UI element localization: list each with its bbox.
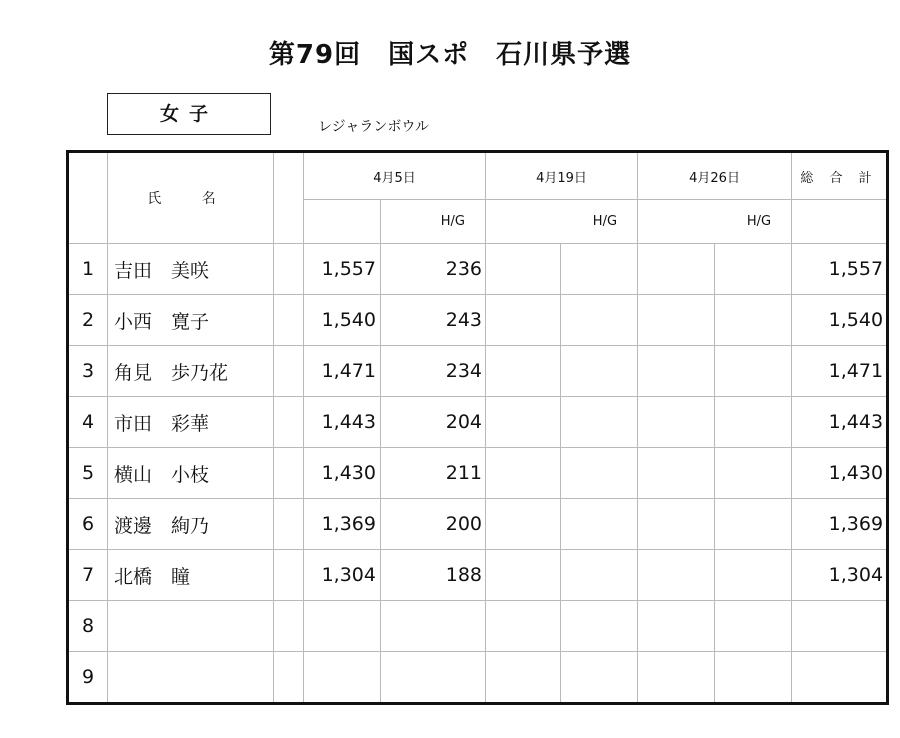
date-header-3: 4月26日 bbox=[638, 152, 792, 200]
day1-total-cell: 1,304 bbox=[304, 550, 381, 601]
rank-cell: 5 bbox=[68, 448, 108, 499]
grand-total-cell: 1,443 bbox=[792, 397, 888, 448]
hg-label-3: H/G bbox=[638, 200, 792, 244]
table-row bbox=[68, 295, 888, 346]
day1-hg-cell: 211 bbox=[381, 448, 486, 499]
rank-cell: 6 bbox=[68, 499, 108, 550]
day2-total-cell bbox=[486, 550, 561, 601]
day1-hg-cell: 188 bbox=[381, 550, 486, 601]
table-row bbox=[68, 550, 888, 601]
day2-total-cell bbox=[486, 346, 561, 397]
day2-hg-cell bbox=[561, 346, 638, 397]
day1-hg-cell: 236 bbox=[381, 244, 486, 295]
rank-cell: 8 bbox=[68, 601, 108, 652]
day3-total-cell bbox=[638, 652, 715, 704]
grand-total-cell: 1,557 bbox=[792, 244, 888, 295]
category-label: 女子 bbox=[107, 93, 271, 135]
table-row bbox=[68, 448, 888, 499]
day1-hg-cell bbox=[381, 652, 486, 704]
rank-cell: 9 bbox=[68, 652, 108, 704]
name-cell: 角見 歩乃花 bbox=[108, 346, 274, 397]
total-header: 総 合 計 bbox=[792, 152, 888, 200]
day1-total-cell: 1,540 bbox=[304, 295, 381, 346]
total-subheader bbox=[792, 200, 888, 244]
day3-total-cell bbox=[638, 295, 715, 346]
grand-total-cell bbox=[792, 652, 888, 704]
spacer-cell bbox=[274, 652, 304, 704]
name-cell: 市田 彩華 bbox=[108, 397, 274, 448]
spacer-cell bbox=[274, 550, 304, 601]
grand-total-cell: 1,304 bbox=[792, 550, 888, 601]
name-cell: 北橋 瞳 bbox=[108, 550, 274, 601]
date-header-2: 4月19日 bbox=[486, 152, 638, 200]
table-row bbox=[68, 244, 888, 295]
day3-total-cell bbox=[638, 346, 715, 397]
day3-total-cell bbox=[638, 397, 715, 448]
day1-hg-cell: 204 bbox=[381, 397, 486, 448]
name-cell: 吉田 美咲 bbox=[108, 244, 274, 295]
spacer-cell bbox=[274, 346, 304, 397]
day2-total-cell bbox=[486, 244, 561, 295]
day2-hg-cell bbox=[561, 244, 638, 295]
day2-total-cell bbox=[486, 601, 561, 652]
rank-cell: 4 bbox=[68, 397, 108, 448]
page-title: 第79回 国スポ 石川県予選 bbox=[268, 40, 632, 70]
grand-total-cell: 1,540 bbox=[792, 295, 888, 346]
table-row bbox=[68, 346, 888, 397]
day2-hg-cell bbox=[561, 448, 638, 499]
day1-total-cell: 1,557 bbox=[304, 244, 381, 295]
day3-total-cell bbox=[638, 244, 715, 295]
day3-total-cell bbox=[638, 601, 715, 652]
spacer-cell bbox=[274, 499, 304, 550]
rank-cell: 2 bbox=[68, 295, 108, 346]
rank-header bbox=[68, 152, 108, 244]
spacer-header bbox=[274, 152, 304, 244]
day2-total-cell bbox=[486, 295, 561, 346]
day1-hg-cell: 234 bbox=[381, 346, 486, 397]
name-cell bbox=[108, 652, 274, 704]
rank-cell: 1 bbox=[68, 244, 108, 295]
grand-total-cell: 1,369 bbox=[792, 499, 888, 550]
table-row bbox=[68, 601, 888, 652]
spacer-cell bbox=[274, 244, 304, 295]
day2-hg-cell bbox=[561, 550, 638, 601]
day2-hg-cell bbox=[561, 295, 638, 346]
day3-total-cell bbox=[638, 499, 715, 550]
name-cell: 横山 小枝 bbox=[108, 448, 274, 499]
venue-label: レジャランボウル bbox=[318, 119, 429, 135]
day3-hg-cell bbox=[715, 397, 792, 448]
day2-total-cell bbox=[486, 499, 561, 550]
day2-hg-cell bbox=[561, 601, 638, 652]
grand-total-cell: 1,471 bbox=[792, 346, 888, 397]
day3-hg-cell bbox=[715, 652, 792, 704]
rank-cell: 7 bbox=[68, 550, 108, 601]
day2-total-cell bbox=[486, 397, 561, 448]
day3-hg-cell bbox=[715, 295, 792, 346]
day1-total-cell: 1,369 bbox=[304, 499, 381, 550]
day1-hg-cell: 200 bbox=[381, 499, 486, 550]
day1-total-cell bbox=[304, 652, 381, 704]
hg-label-1: H/G bbox=[381, 200, 486, 244]
spacer-cell bbox=[274, 397, 304, 448]
day2-hg-cell bbox=[561, 499, 638, 550]
day3-hg-cell bbox=[715, 448, 792, 499]
day3-hg-cell bbox=[715, 346, 792, 397]
day2-total-cell bbox=[486, 652, 561, 704]
table-row bbox=[68, 499, 888, 550]
date-header-1: 4月5日 bbox=[304, 152, 486, 200]
results-table bbox=[66, 150, 889, 705]
day1-total-cell: 1,443 bbox=[304, 397, 381, 448]
table-row bbox=[68, 397, 888, 448]
day3-total-cell bbox=[638, 448, 715, 499]
day1-hg-cell: 243 bbox=[381, 295, 486, 346]
day1-total-cell: 1,471 bbox=[304, 346, 381, 397]
grand-total-cell: 1,430 bbox=[792, 448, 888, 499]
name-cell: 小西 寛子 bbox=[108, 295, 274, 346]
day1-total-cell bbox=[304, 601, 381, 652]
day3-hg-cell bbox=[715, 499, 792, 550]
name-cell bbox=[108, 601, 274, 652]
day2-total-cell bbox=[486, 448, 561, 499]
name-cell: 渡邊 絢乃 bbox=[108, 499, 274, 550]
spacer-cell bbox=[274, 601, 304, 652]
table-row bbox=[68, 652, 888, 704]
spacer-cell bbox=[274, 295, 304, 346]
day1-total-cell: 1,430 bbox=[304, 448, 381, 499]
day3-hg-cell bbox=[715, 601, 792, 652]
rank-cell: 3 bbox=[68, 346, 108, 397]
day2-hg-cell bbox=[561, 397, 638, 448]
day3-hg-cell bbox=[715, 550, 792, 601]
day3-hg-cell bbox=[715, 244, 792, 295]
day3-total-cell bbox=[638, 550, 715, 601]
name-header: 氏 名 bbox=[108, 152, 274, 244]
day2-hg-cell bbox=[561, 652, 638, 704]
table-header-dates bbox=[68, 152, 888, 200]
date1-total-subheader bbox=[304, 200, 381, 244]
spacer-cell bbox=[274, 448, 304, 499]
day1-hg-cell bbox=[381, 601, 486, 652]
grand-total-cell bbox=[792, 601, 888, 652]
hg-label-2: H/G bbox=[486, 200, 638, 244]
